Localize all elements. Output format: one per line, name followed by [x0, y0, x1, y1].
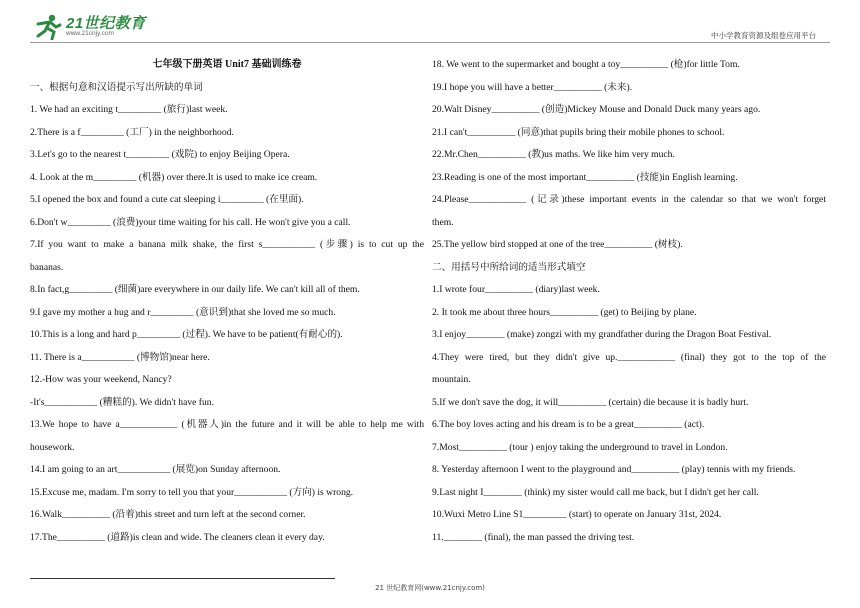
question-line: 2.There is a f_________ (工厂) in the neighborhood. — [30, 126, 234, 138]
question-line: 1. We had an exciting t_________ (旅行)last week. — [30, 104, 228, 115]
question-line: 11. There is a___________ (博物馆)near here. — [30, 351, 210, 363]
question-line: 16.Walk__________ (沿着)this street and turn left at the second corner. — [30, 509, 306, 520]
question-line: 10.This is a long and hard p_________ (过程). We have to be patient(有耐心的). — [30, 329, 343, 340]
question-line: 7.Most__________ (tour ) enjoy taking the underground to travel in London. — [432, 441, 728, 453]
footer-divider — [30, 578, 335, 579]
logo-url: www.21cnjy.com — [66, 30, 114, 37]
question-line: 3.Let's go to the nearest t_________ (戏院) to enjoy Beijing Opera. — [30, 149, 290, 160]
header-divider — [30, 42, 830, 43]
right-column — [432, 54, 826, 549]
question-line: 7.If you want to make a banana milk shake, the first s___________ (步骤) is to cut up the — [30, 239, 424, 250]
question-line: 5.If we don't save the dog, it will__________ (certain) die because it is badly hurt. — [432, 396, 749, 408]
question-line: mountain. — [432, 374, 471, 385]
question-line: 8. Yesterday afternoon I went to the playground and__________ (play) tennis with my friends. — [432, 464, 796, 475]
question-line: 4.They were tired, but they didn't give up.____________ (final) they got to the top of the — [432, 351, 826, 363]
question-line: 13.We hope to have a____________ (机器人)in the future and it will be able to help me with — [30, 419, 424, 430]
logo-text: 21世纪教育 — [66, 15, 146, 32]
question-line: 23.Reading is one of the most important__________ (技能)in English learning. — [432, 171, 738, 183]
question-line: 22.Mr.Chen__________ (教)us maths. We like him very much. — [432, 149, 675, 160]
site-logo — [30, 10, 146, 44]
runner-logo-icon — [32, 14, 64, 40]
question-line: 14.I am going to an art___________ (展览)on Sunday afternoon. — [30, 464, 281, 475]
question-line: housework. — [30, 441, 75, 453]
question-line: 24.Please____________ (记录)these important events in the calendar so that we won't forget — [432, 194, 826, 205]
left-column — [30, 54, 424, 549]
question-line: 11.________ (final), the man passed the driving test. — [432, 531, 635, 543]
question-line: 21.I can't__________ (同意)that pupils bring their mobile phones to school. — [432, 126, 725, 138]
question-line: 3.I enjoy________ (make) zongzi with my grandfather during the Dragon Boat Festival. — [432, 329, 772, 340]
page-header — [0, 0, 860, 46]
question-line: -It's___________ (糟糕的). We didn't have fun. — [30, 396, 214, 408]
question-line: 17.The__________ (道路)is clean and wide. The cleaners clean it every day. — [30, 531, 325, 543]
question-line: 8.In fact,g_________ (细菌)are everywhere in our daily life. We can't kill all of them. — [30, 284, 360, 295]
question-line: 6.The boy loves acting and his dream is to be a great__________ (act). — [432, 419, 705, 430]
question-line: 15.Excuse me, madam. I'm sorry to tell you that your___________ (方向) is wrong. — [30, 486, 354, 498]
question-line: them. — [432, 216, 454, 228]
question-line: 5.I opened the box and found a cute cat sleeping i_________ (在里面). — [30, 194, 304, 205]
section-heading: 二、用括号中所给词的适当形式填空 — [432, 261, 586, 273]
question-line: 6.Don't w_________ (浪费)your time waiting for his call. He won't give you a call. — [30, 216, 351, 228]
question-line: bananas. — [30, 261, 64, 273]
question-line: 18. We went to the supermarket and bought a toy__________ (枪)for little Tom. — [432, 59, 740, 70]
question-line: 2. It took me about three hours__________ (get) to Beijing by plane. — [432, 306, 697, 318]
question-line: 19.I hope you will have a better__________ (未来). — [432, 81, 633, 93]
section-heading: 一、根据句意和汉语提示写出所缺的单词 — [30, 81, 203, 93]
question-line: 4. Look at the m_________ (机器) over there.It is used to make ice cream. — [30, 171, 318, 183]
question-line: 20.Walt Disney__________ (创造)Mickey Mouse and Donald Duck many years ago. — [432, 104, 761, 115]
header-platform-text: 中小学教育资源及组卷应用平台 — [711, 31, 816, 40]
worksheet-title: 七年级下册英语 Unit7 基础训练卷 — [152, 59, 302, 70]
footer-text: 21 世纪教育网(www.21cnjy.com) — [375, 584, 485, 592]
question-line: 12.-How was your weekend, Nancy? — [30, 374, 172, 385]
question-line: 10.Wuxi Metro Line S1_________ (start) to operate on January 31st, 2024. — [432, 509, 722, 520]
question-line: 1.I wrote four__________ (diary)last week. — [432, 284, 600, 295]
question-line: 9.I gave my mother a hug and r_________ (意识到)that she loved me so much. — [30, 306, 336, 318]
question-line: 25.The yellow bird stopped at one of the tree__________ (树枝). — [432, 239, 683, 250]
question-line: 9.Last night I________ (think) my sister would call me back, but I didn't get her call. — [432, 486, 759, 498]
